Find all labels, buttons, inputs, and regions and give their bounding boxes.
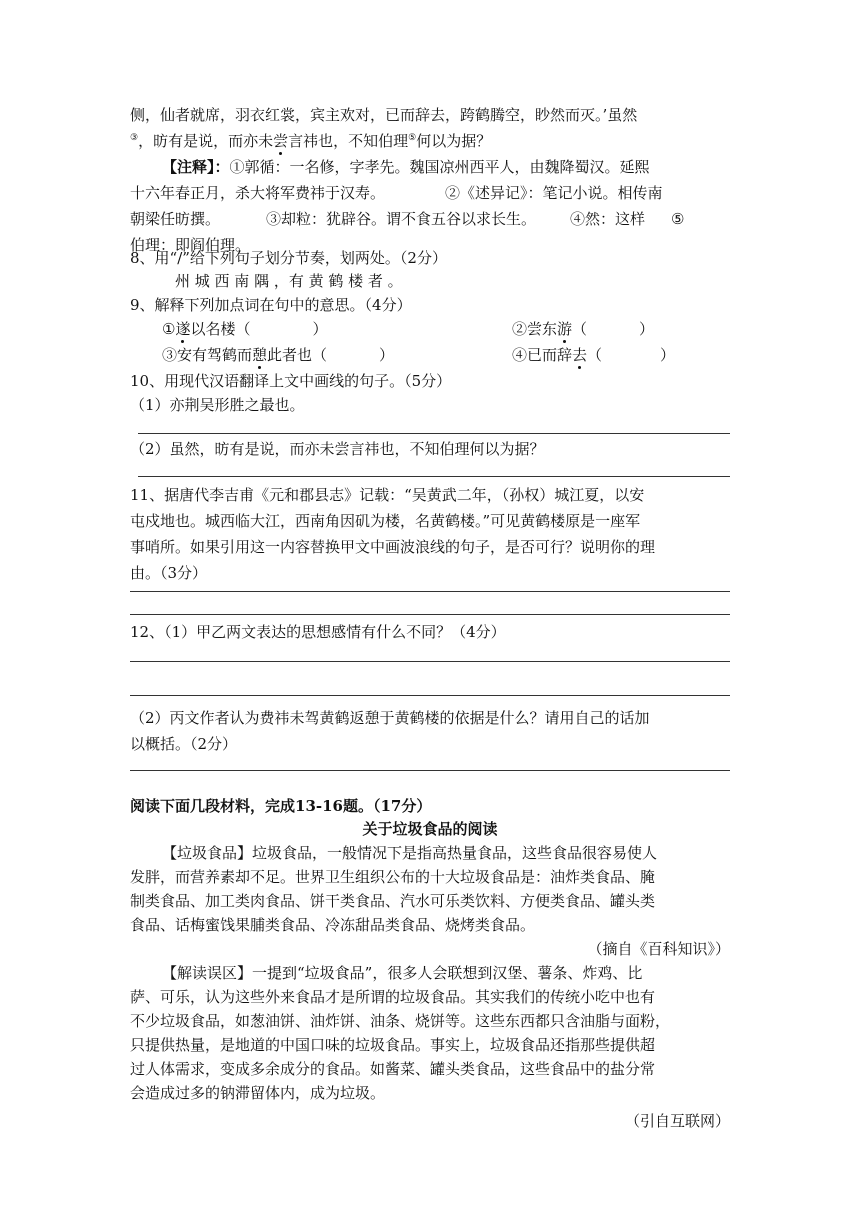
q9-item-1: ①遂以名楼（ ）: [162, 320, 328, 338]
q11-line-2: 屯戍地也。城西临大江，西南角因矶为楼，名黄鹤楼。”可见黄鹤楼原是一座军: [130, 512, 641, 530]
material-1-line-4: 食品、话梅蜜饯果脯类食品、冷冻甜品类食品、烧烤类食品。: [130, 916, 536, 934]
q9-item-2: ②尝东游（ ）: [512, 320, 655, 338]
passage-line-2: ③，昉有是说，而亦未尝言祎也，不知伯理⑤何以为据？: [130, 132, 492, 150]
notes-line-4: 伯理：即阎伯理。: [130, 236, 251, 254]
section-intro: 阅读下面几段材料，完成13-16题。（17分）: [130, 797, 432, 815]
answer-line[interactable]: [138, 433, 730, 434]
q10-stem: 10、用现代汉语翻译上文中画线的句子。（5分）: [130, 372, 452, 390]
q12-part-2-line-1: （2）丙文作者认为费祎未驾黄鹤返憩于黄鹤楼的依据是什么？请用自己的话加: [130, 709, 650, 727]
material-1-line-3: 制类食品、加工类肉食品、饼干类食品、汽水可乐类饮料、方便类食品、罐头类: [130, 892, 656, 910]
material-2-line-3: 不少垃圾食品，如葱油饼、油炸饼、油条、烧饼等。这些东西都只含油脂与面粉，: [130, 1012, 671, 1030]
q12-part-1: 12、（1）甲乙两文表达的思想感情有什么不同？（4分）: [130, 623, 506, 641]
material-2-line-5: 过人体需求，变成多余成分的食品。如酱菜、罐头类食品，这些食品中的盐分常: [130, 1060, 656, 1078]
dotted-word: 游: [557, 320, 573, 338]
q11-line-3: 事哨所。如果引用这一内容替换甲文中画波浪线的句子，是否可行？说明你的理: [130, 538, 656, 556]
answer-line[interactable]: [138, 476, 730, 477]
notes-line-2: 十六年春正月，杀大将军费祎于汉寿。 ②《述异记》：笔记小说。相传南: [130, 184, 663, 202]
q11-line-1: 11、据唐代李吉甫《元和郡县志》记载：“吴黄武二年，（孙权）城江夏，以安: [130, 486, 645, 504]
q11-line-4: 由。（3分）: [130, 564, 208, 582]
answer-line[interactable]: [130, 591, 730, 592]
notes-label: 【注释】：: [162, 158, 230, 176]
material-2-line-1: 【解读误区】一提到“垃圾食品”，很多人会联想到汉堡、薯条、炸鸡、比: [162, 964, 643, 982]
q9-item-3: ③安有驾鹤而憩此者也（ ）: [162, 346, 395, 364]
answer-line[interactable]: [130, 614, 730, 615]
material-2-line-2: 萨、可乐，认为这些外来食品才是所谓的垃圾食品。其实我们的传统小吃中也有: [130, 988, 656, 1006]
material-1-source: （摘自《百科知识》）: [587, 940, 730, 958]
material-2-line-4: 只提供热量，是地道的中国口味的垃圾食品。事实上，垃圾食品还指那些提供超: [130, 1036, 656, 1054]
dotted-word: 憩: [252, 346, 268, 364]
q10-sentence-1: （1）亦荆吴形胜之最也。: [130, 396, 305, 414]
answer-line[interactable]: [130, 695, 730, 696]
dotted-word: 遂: [175, 320, 191, 338]
q10-sentence-2: （2）虽然，昉有是说，而亦未尝言祎也，不知伯理何以为据？: [130, 440, 545, 458]
material-1-line-2: 发胖，而营养素却不足。世界卫生组织公布的十大垃圾食品是：油炸类食品、腌: [130, 868, 656, 886]
notes-line-1: 【注释】：①郭循：一名修，字孝先。魏国凉州西平人，由魏降蜀汉。延熙: [162, 158, 650, 176]
footnote-marker: ⑤: [408, 133, 417, 143]
dotted-word: 去: [572, 346, 588, 364]
footnote-marker: ③: [130, 133, 139, 143]
q12-part-2-line-2: 以概括。（2分）: [130, 735, 238, 753]
material-2-line-6: 会造成过多的钠滞留体内，成为垃圾。: [130, 1084, 386, 1102]
q8-sentence: 州 城 西 南 隅 ，有 黄 鹤 楼 者 。: [175, 272, 403, 290]
material-1-line-1: 【垃圾食品】垃圾食品，一般情况下是指高热量食品，这些食品很容易使人: [162, 844, 658, 862]
answer-line[interactable]: [130, 661, 730, 662]
q8-stem: 8、用“/”给下列句子划分节奏，划两处。（2分）: [130, 249, 447, 267]
q9-stem: 9、解释下列加点词在句中的意思。（4分）: [130, 296, 412, 314]
passage-line-1: 侧，仙者就席，羽衣红裳，宾主欢对，已而辞去，跨鹤腾空，眇然而灭。’虽然: [130, 106, 638, 124]
notes-line-3: 朝梁任昉撰。 ③却粒：犹辟谷。谓不食五谷以求长生。 ④然：这样 ⑤: [130, 210, 685, 228]
material-2-source: （引自互联网）: [624, 1112, 730, 1130]
answer-line[interactable]: [130, 770, 730, 771]
section-title: 关于垃圾食品的阅读: [362, 820, 498, 838]
q9-item-4: ④已而辞去（ ）: [512, 346, 676, 364]
dotted-word: 尝: [273, 132, 289, 150]
